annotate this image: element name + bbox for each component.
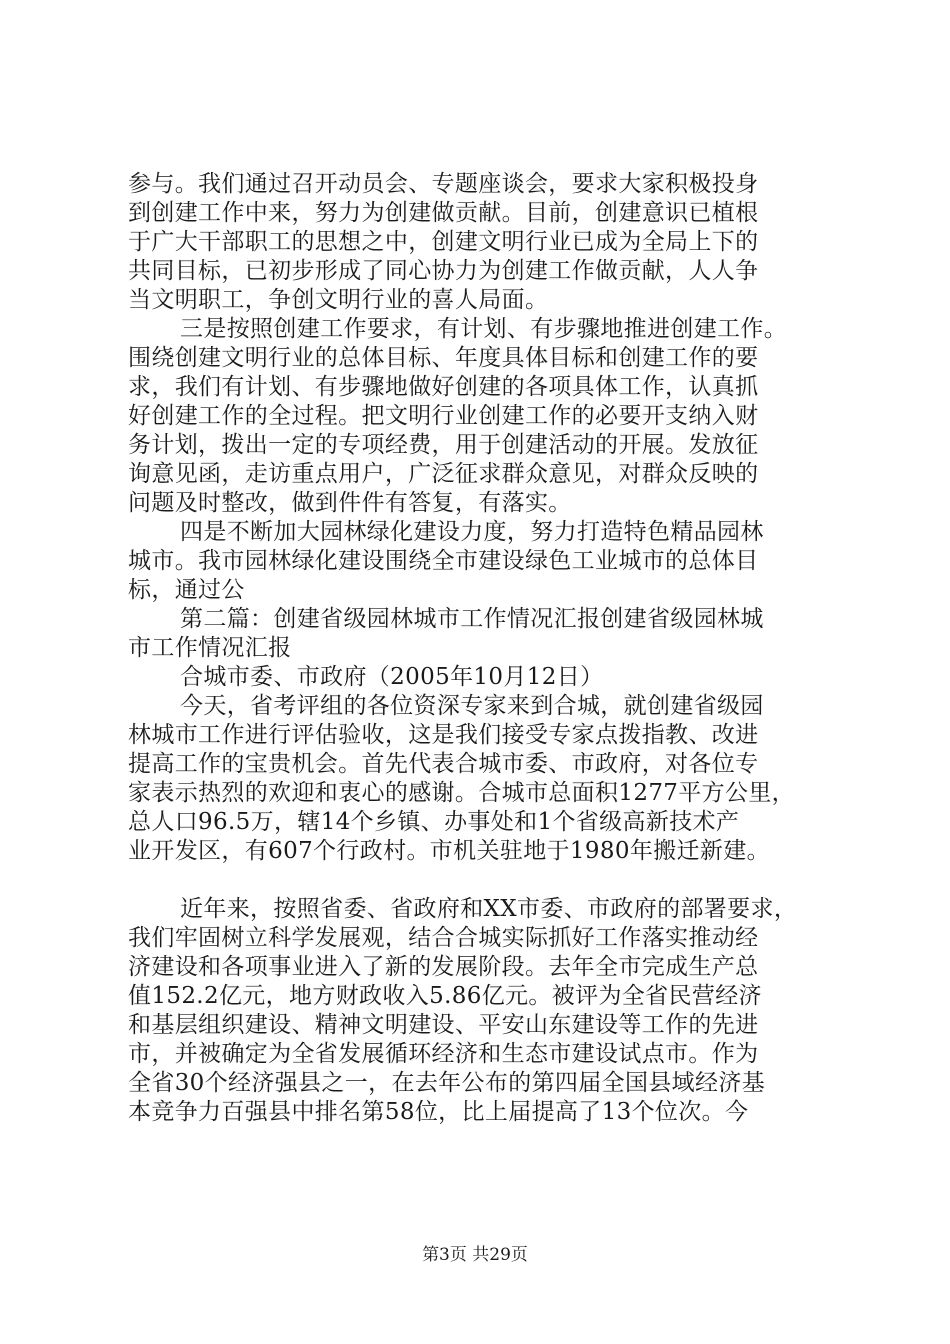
text-line: 参与。我们通过召开动员会、专题座谈会，要求大家积极投身 xyxy=(128,171,759,197)
text-line: 合城市委、市政府（2005年10月12日） xyxy=(180,664,604,690)
text-line: 第二篇：创建省级园林城市工作情况汇报创建省级园林城 xyxy=(180,606,764,632)
text-line: 四是不断加大园林绿化建设力度，努力打造特色精品园林 xyxy=(180,519,764,545)
text-line: 标，通过公 xyxy=(128,577,245,603)
text-line: 本竞争力百强县中排名第58位，比上届提高了13个位次。今 xyxy=(128,1099,749,1125)
body-text xyxy=(128,170,838,1127)
text-line: 询意见函，走访重点用户，广泛征求群众意见，对群众反映的 xyxy=(128,461,759,487)
text-line: 总人口96.5万，辖14个乡镇、办事处和1个省级高新技术产 xyxy=(128,809,740,835)
page-number-footer: 第3页 共29页 xyxy=(422,1245,528,1265)
text-line: 三是按照创建工作要求，有计划、有步骤地推进创建工作。 xyxy=(180,316,788,342)
text-line: 问题及时整改，做到件件有答复，有落实。 xyxy=(128,490,572,516)
text-line: 林城市工作进行评估验收，这是我们接受专家点拨指教、改进 xyxy=(128,722,759,748)
text-line: 我们牢固树立科学发展观，结合合城实际抓好工作落实推动经 xyxy=(128,925,759,951)
text-line: 家表示热烈的欢迎和衷心的感谢。合城市总面积1277平方公里， xyxy=(128,780,796,806)
text-line: 当文明职工，争创文明行业的喜人局面。 xyxy=(128,287,549,313)
text-line: 务计划，拨出一定的专项经费，用于创建活动的开展。发放征 xyxy=(128,432,759,458)
text-line: 到创建工作中来，努力为创建做贡献。目前，创建意识已植根 xyxy=(128,200,759,226)
text-line: 于广大干部职工的思想之中，创建文明行业已成为全局上下的 xyxy=(128,229,759,255)
text-line: 今天，省考评组的各位资深专家来到合城，就创建省级园 xyxy=(180,693,764,719)
text-line: 市工作情况汇报 xyxy=(128,635,292,661)
text-line: 城市。我市园林绿化建设围绕全市建设绿色工业城市的总体目 xyxy=(128,548,759,574)
text-line: 值152.2亿元，地方财政收入5.86亿元。被评为全省民营经济 xyxy=(128,983,762,1009)
text-line: 济建设和各项事业进入了新的发展阶段。去年全市完成生产总 xyxy=(128,954,759,980)
text-line: 求，我们有计划、有步骤地做好创建的各项具体工作，认真抓 xyxy=(128,374,759,400)
text-line: 共同目标，已初步形成了同心协力为创建工作做贡献，人人争 xyxy=(128,258,759,284)
text-line: 好创建工作的全过程。把文明行业创建工作的必要开支纳入财 xyxy=(128,403,759,429)
text-line: 市，并被确定为全省发展循环经济和生态市建设试点市。作为 xyxy=(128,1041,759,1067)
text-line: 围绕创建文明行业的总体目标、年度具体目标和创建工作的要 xyxy=(128,345,759,371)
text-line: 和基层组织建设、精神文明建设、平安山东建设等工作的先进 xyxy=(128,1012,759,1038)
text-line: 业开发区，有607个行政村。市机关驻地于1980年搬迁新建。 xyxy=(128,838,770,864)
blank-line xyxy=(128,866,838,895)
text-line: 提高工作的宝贵机会。首先代表合城市委、市政府，对各位专 xyxy=(128,751,759,777)
text-line: 全省30个经济强县之一，在去年公布的第四届全国县域经济基 xyxy=(128,1070,766,1096)
text-line: 近年来，按照省委、省政府和XX市委、市政府的部署要求， xyxy=(180,896,798,922)
